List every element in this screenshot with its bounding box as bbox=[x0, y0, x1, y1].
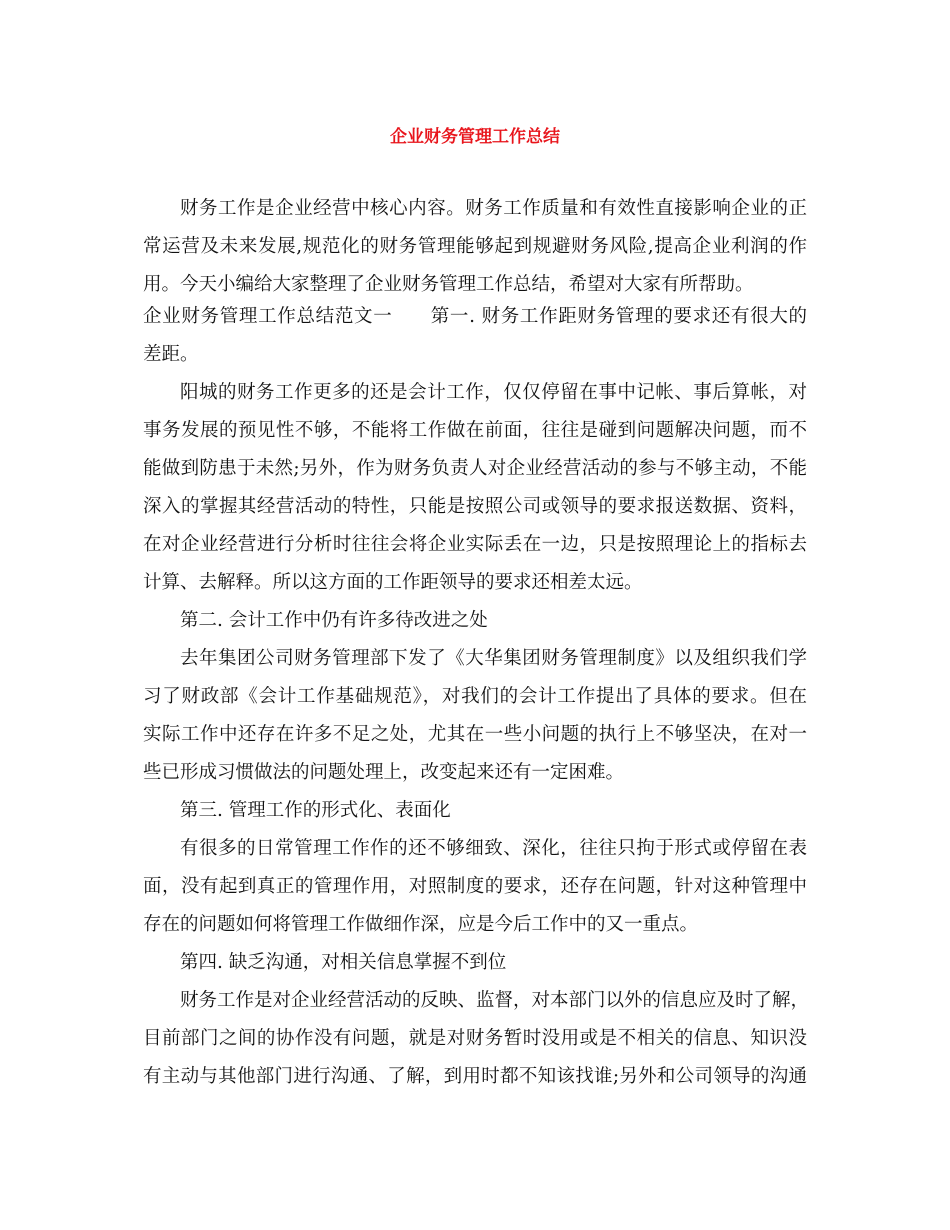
body-line: 存在的问题如何将管理工作做细作深，应是今后工作中的又一重点。 bbox=[143, 914, 699, 935]
body-line: 目前部门之间的协作没有问题，就是对财务暂时没用或是不相关的信息、知识没 bbox=[143, 1028, 807, 1049]
body-line: 有主动与其他部门进行沟通、了解，到用时都不知该找谁;另外和公司领导的沟通 bbox=[143, 1066, 807, 1087]
body-line: 阳城的财务工作更多的还是会计工作，仅仅停留在事中记帐、事后算帐，对 bbox=[180, 382, 807, 403]
body-line: 能做到防患于未然;另外，作为财务负责人对企业经营活动的参与不够主动，不能 bbox=[143, 458, 807, 479]
section-heading: 第三. 管理工作的形式化、表面化 bbox=[180, 800, 451, 821]
body-line: 财务工作是企业经营中核心内容。财务工作质量和有效性直接影响企业的正 bbox=[180, 198, 807, 219]
body-line: 财务工作是对企业经营活动的反映、监督，对本部门以外的信息应及时了解， bbox=[180, 990, 810, 1011]
section-heading: 第四. 缺乏沟通，对相关信息掌握不到位 bbox=[180, 952, 507, 973]
document-title: 企业财务管理工作总结 bbox=[390, 127, 560, 147]
body-line: 企业财务管理工作总结范文一 第一. 财务工作距财务管理的要求还有很大的 bbox=[143, 306, 807, 327]
body-line: 差距。 bbox=[143, 344, 199, 365]
body-line: 习了财政部《会计工作基础规范》，对我们的会计工作提出了具体的要求。但在 bbox=[143, 686, 807, 707]
body-line: 去年集团公司财务管理部下发了《大华集团财务管理制度》以及组织我们学 bbox=[180, 648, 807, 669]
body-line: 计算、去解释。所以这方面的工作距领导的要求还相差太远。 bbox=[143, 572, 643, 593]
body-line: 事务发展的预见性不够，不能将工作做在前面，往往是碰到问题解决问题，而不 bbox=[143, 420, 807, 441]
body-line: 常运营及未来发展,规范化的财务管理能够起到规避财务风险,提高企业利润的作 bbox=[143, 236, 807, 257]
body-line: 在对企业经营进行分析时往往会将企业实际丢在一边，只是按照理论上的指标去 bbox=[143, 534, 807, 555]
body-line: 深入的掌握其经营活动的特性，只能是按照公司或领导的要求报送数据、资料， bbox=[143, 496, 807, 517]
body-line: 面，没有起到真正的管理作用，对照制度的要求，还存在问题，针对这种管理中 bbox=[143, 876, 807, 897]
body-line: 用。今天小编给大家整理了企业财务管理工作总结，希望对大家有所帮助。 bbox=[143, 274, 754, 295]
section-heading: 第二. 会计工作中仍有许多待改进之处 bbox=[180, 610, 488, 631]
body-line: 实际工作中还存在许多不足之处，尤其在一些小问题的执行上不够坚决，在对一 bbox=[143, 724, 807, 745]
body-line: 些已形成习惯做法的问题处理上，改变起来还有一定困难。 bbox=[143, 762, 625, 783]
body-line: 有很多的日常管理工作作的还不够细致、深化，往往只拘于形式或停留在表 bbox=[180, 838, 807, 859]
